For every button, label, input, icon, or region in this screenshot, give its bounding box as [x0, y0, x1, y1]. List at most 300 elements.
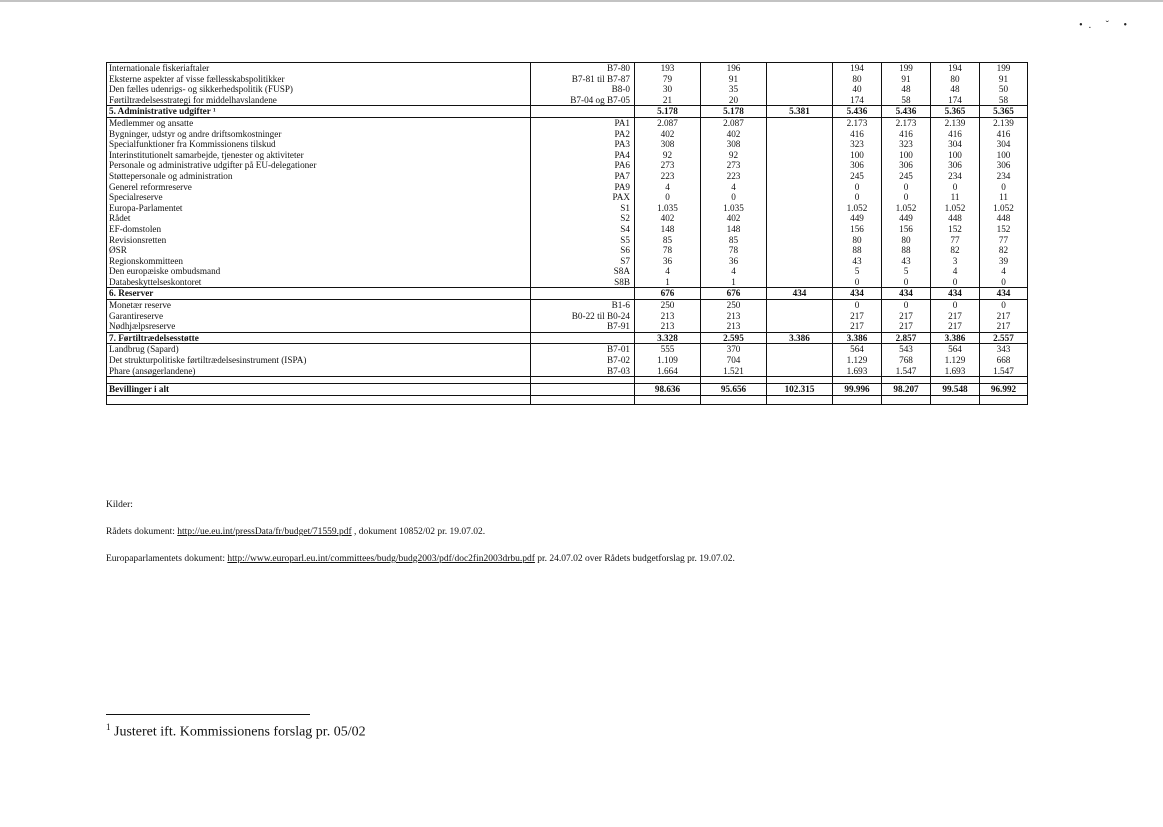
amount-cell: 1.693	[833, 366, 882, 377]
amount-cell	[767, 129, 833, 140]
budget-line-code: B7-91	[531, 321, 635, 332]
scan-marks: •. ˇ •	[1079, 20, 1133, 31]
amount-cell	[767, 256, 833, 267]
amount-cell: 5.365	[980, 106, 1028, 118]
row-label: Interinstitutionelt samarbejde, tjenester og aktiviteter	[107, 150, 531, 161]
amount-cell	[767, 311, 833, 322]
table-row	[107, 311, 1028, 322]
amount-cell: 564	[833, 344, 882, 355]
amount-cell: 100	[833, 150, 882, 161]
empty-cell	[980, 377, 1028, 384]
amount-cell: 306	[980, 160, 1028, 171]
amount-cell: 92	[635, 150, 701, 161]
amount-cell: 0	[931, 277, 980, 288]
amount-cell: 78	[635, 245, 701, 256]
amount-cell: 308	[701, 139, 767, 150]
amount-cell: 91	[882, 74, 931, 85]
amount-cell: 1.129	[833, 355, 882, 366]
amount-cell: 80	[882, 235, 931, 246]
budget-line-code	[531, 288, 635, 300]
amount-cell: 273	[635, 160, 701, 171]
amount-cell: 306	[882, 160, 931, 171]
amount-cell: 1.664	[635, 366, 701, 377]
amount-cell: 555	[635, 344, 701, 355]
amount-cell: 0	[833, 192, 882, 203]
amount-cell: 343	[980, 344, 1028, 355]
amount-cell: 4	[701, 182, 767, 193]
spacer-row	[107, 377, 1028, 384]
amount-cell: 78	[701, 245, 767, 256]
amount-cell: 668	[980, 355, 1028, 366]
empty-cell	[701, 377, 767, 384]
row-label: Europa-Parlamentet	[107, 203, 531, 214]
budget-line-code: S1	[531, 203, 635, 214]
table-row	[107, 129, 1028, 140]
amount-cell: 543	[882, 344, 931, 355]
amount-cell: 193	[635, 63, 701, 74]
amount-cell: 88	[882, 245, 931, 256]
amount-cell: 1.547	[882, 366, 931, 377]
empty-cell	[701, 396, 767, 405]
amount-cell: 250	[635, 300, 701, 311]
budget-line-code: PA1	[531, 117, 635, 128]
amount-cell: 5.365	[931, 106, 980, 118]
amount-cell: 196	[701, 63, 767, 74]
budget-line-code: B7-81 til B7-87	[531, 74, 635, 85]
amount-cell: 1.547	[980, 366, 1028, 377]
budget-line-code: B0-22 til B0-24	[531, 311, 635, 322]
amount-cell: 250	[701, 300, 767, 311]
table-row	[107, 117, 1028, 128]
amount-cell: 370	[701, 344, 767, 355]
table-row	[107, 266, 1028, 277]
budget-line-code: PA3	[531, 139, 635, 150]
amount-cell: 194	[833, 63, 882, 74]
budget-line-code: PA7	[531, 171, 635, 182]
amount-cell: 5.178	[701, 106, 767, 118]
amount-cell	[767, 235, 833, 246]
amount-cell: 768	[882, 355, 931, 366]
empty-cell	[882, 396, 931, 405]
amount-cell	[767, 150, 833, 161]
amount-cell: 156	[882, 224, 931, 235]
amount-cell: 0	[635, 192, 701, 203]
amount-cell	[767, 355, 833, 366]
amount-cell: 35	[701, 84, 767, 95]
amount-cell: 0	[701, 192, 767, 203]
amount-cell: 306	[833, 160, 882, 171]
row-label: Det strukturpolitiske førtiltrædelsesinstrument (ISPA)	[107, 355, 531, 366]
table-row	[107, 95, 1028, 106]
row-label: Monetær reserve	[107, 300, 531, 311]
amount-cell: 50	[980, 84, 1028, 95]
amount-cell: 223	[701, 171, 767, 182]
amount-cell	[767, 266, 833, 277]
parliament-source	[106, 554, 735, 564]
amount-cell: 3.328	[635, 332, 701, 344]
table-row	[107, 213, 1028, 224]
amount-cell: 223	[635, 171, 701, 182]
amount-cell: 434	[882, 288, 931, 300]
row-label: EF-domstolen	[107, 224, 531, 235]
amount-cell	[767, 300, 833, 311]
amount-cell: 21	[635, 95, 701, 106]
table-row	[107, 355, 1028, 366]
amount-cell: 448	[931, 213, 980, 224]
row-label: Medlemmer og ansatte	[107, 117, 531, 128]
amount-cell: 402	[701, 213, 767, 224]
empty-cell	[980, 396, 1028, 405]
row-label: Specialreserve	[107, 192, 531, 203]
amount-cell	[767, 182, 833, 193]
amount-cell: 58	[882, 95, 931, 106]
budget-line-code: B7-80	[531, 63, 635, 74]
row-label: Regionskommitteen	[107, 256, 531, 267]
amount-cell: 304	[931, 139, 980, 150]
amount-cell: 58	[980, 95, 1028, 106]
amount-cell: 20	[701, 95, 767, 106]
amount-cell: 80	[833, 235, 882, 246]
amount-cell: 2.139	[931, 117, 980, 128]
amount-cell: 99.548	[931, 384, 980, 396]
row-label: Internationale fiskeriaftaler	[107, 63, 531, 74]
amount-cell	[767, 277, 833, 288]
row-label: Førtiltrædelsesstrategi for middelhavslandene	[107, 95, 531, 106]
amount-cell: 1.129	[931, 355, 980, 366]
amount-cell: 77	[980, 235, 1028, 246]
row-label: Revisionsretten	[107, 235, 531, 246]
amount-cell: 306	[931, 160, 980, 171]
amount-cell: 273	[701, 160, 767, 171]
amount-cell: 1.052	[980, 203, 1028, 214]
table-row	[107, 160, 1028, 171]
amount-cell: 676	[635, 288, 701, 300]
amount-cell: 308	[635, 139, 701, 150]
amount-cell: 0	[931, 182, 980, 193]
amount-cell: 48	[882, 84, 931, 95]
amount-cell: 100	[980, 150, 1028, 161]
amount-cell: 3.386	[767, 332, 833, 344]
amount-cell: 5.178	[635, 106, 701, 118]
amount-cell: 434	[833, 288, 882, 300]
amount-cell: 95.656	[701, 384, 767, 396]
row-label: Databeskyttelseskontoret	[107, 277, 531, 288]
amount-cell: 0	[882, 182, 931, 193]
amount-cell: 1.052	[931, 203, 980, 214]
table-row	[107, 245, 1028, 256]
row-label: Rådet	[107, 213, 531, 224]
amount-cell: 2.857	[882, 332, 931, 344]
amount-cell: 43	[882, 256, 931, 267]
amount-cell: 676	[701, 288, 767, 300]
amount-cell: 88	[833, 245, 882, 256]
amount-cell: 4	[931, 266, 980, 277]
table-row	[107, 84, 1028, 95]
amount-cell: 217	[980, 321, 1028, 332]
amount-cell: 304	[980, 139, 1028, 150]
row-label: Generel reformreserve	[107, 182, 531, 193]
footnote-marker: 1	[106, 722, 111, 732]
amount-cell: 2.595	[701, 332, 767, 344]
empty-cell	[635, 377, 701, 384]
amount-cell: 434	[767, 288, 833, 300]
amount-cell: 91	[701, 74, 767, 85]
amount-cell: 39	[980, 256, 1028, 267]
amount-cell: 213	[701, 321, 767, 332]
total-row	[107, 384, 1028, 396]
amount-cell: 0	[833, 182, 882, 193]
amount-cell: 85	[635, 235, 701, 246]
amount-cell: 5	[833, 266, 882, 277]
amount-cell: 1.052	[882, 203, 931, 214]
row-label: Nødhjælpsreserve	[107, 321, 531, 332]
amount-cell: 0	[980, 277, 1028, 288]
amount-cell: 449	[882, 213, 931, 224]
amount-cell: 30	[635, 84, 701, 95]
council-source-suffix: , dokument 10852/02 pr. 19.07.02.	[351, 527, 486, 537]
amount-cell: 174	[833, 95, 882, 106]
council-source-prefix: Rådets dokument:	[106, 527, 178, 537]
empty-cell	[833, 377, 882, 384]
amount-cell: 85	[701, 235, 767, 246]
amount-cell: 100	[931, 150, 980, 161]
parliament-source-prefix: Europaparlamentets dokument:	[106, 554, 228, 564]
amount-cell: 217	[882, 321, 931, 332]
council-source	[106, 527, 735, 537]
amount-cell	[767, 117, 833, 128]
footnote	[106, 722, 366, 741]
amount-cell: 402	[701, 129, 767, 140]
amount-cell: 0	[931, 300, 980, 311]
amount-cell: 416	[980, 129, 1028, 140]
amount-cell: 2.139	[980, 117, 1028, 128]
row-label: Phare (ansøgerlandene)	[107, 366, 531, 377]
amount-cell: 234	[931, 171, 980, 182]
amount-cell: 0	[980, 300, 1028, 311]
section-row	[107, 106, 1028, 118]
budget-line-code: S7	[531, 256, 635, 267]
amount-cell	[767, 63, 833, 74]
amount-cell	[767, 84, 833, 95]
table-row	[107, 300, 1028, 311]
amount-cell: 1.693	[931, 366, 980, 377]
amount-cell: 48	[931, 84, 980, 95]
budget-line-code: PA9	[531, 182, 635, 193]
empty-cell	[882, 377, 931, 384]
amount-cell: 402	[635, 129, 701, 140]
amount-cell: 80	[833, 74, 882, 85]
amount-cell	[767, 344, 833, 355]
amount-cell: 5	[882, 266, 931, 277]
row-label: 6. Reserver	[107, 288, 531, 300]
amount-cell: 1.035	[635, 203, 701, 214]
row-label: Den fælles udenrigs- og sikkerhedspolitik (FUSP)	[107, 84, 531, 95]
table-row	[107, 321, 1028, 332]
amount-cell: 4	[635, 182, 701, 193]
row-label: Landbrug (Sapard)	[107, 344, 531, 355]
amount-cell: 3	[931, 256, 980, 267]
table-row	[107, 182, 1028, 193]
row-label: 5. Administrative udgifter ¹	[107, 106, 531, 118]
budget-line-code	[531, 106, 635, 118]
amount-cell: 323	[833, 139, 882, 150]
budget-line-code: S6	[531, 245, 635, 256]
amount-cell: 148	[701, 224, 767, 235]
amount-cell: 323	[882, 139, 931, 150]
budget-line-code: B7-04 og B7-05	[531, 95, 635, 106]
amount-cell	[767, 245, 833, 256]
amount-cell: 2.087	[635, 117, 701, 128]
table-row	[107, 74, 1028, 85]
amount-cell: 2.173	[882, 117, 931, 128]
amount-cell: 43	[833, 256, 882, 267]
empty-cell	[635, 396, 701, 405]
amount-cell: 0	[882, 300, 931, 311]
amount-cell	[767, 366, 833, 377]
amount-cell: 80	[931, 74, 980, 85]
amount-cell: 2.087	[701, 117, 767, 128]
scan-top-edge	[0, 0, 1163, 2]
amount-cell: 199	[980, 63, 1028, 74]
amount-cell: 217	[833, 311, 882, 322]
amount-cell: 416	[931, 129, 980, 140]
row-label: Specialfunktioner fra Kommissionens tilskud	[107, 139, 531, 150]
empty-cell	[931, 377, 980, 384]
amount-cell: 4	[980, 266, 1028, 277]
amount-cell: 152	[931, 224, 980, 235]
amount-cell: 36	[701, 256, 767, 267]
amount-cell: 0	[833, 277, 882, 288]
amount-cell	[767, 192, 833, 203]
amount-cell: 102.315	[767, 384, 833, 396]
budget-table-body	[107, 63, 1028, 405]
amount-cell	[767, 203, 833, 214]
amount-cell: 199	[882, 63, 931, 74]
amount-cell: 11	[931, 192, 980, 203]
amount-cell: 98.207	[882, 384, 931, 396]
amount-cell: 213	[635, 321, 701, 332]
amount-cell	[767, 171, 833, 182]
spacer-row	[107, 396, 1028, 405]
amount-cell: 194	[931, 63, 980, 74]
footnote-text: Justeret ift. Kommissionens forslag pr. 05/02	[114, 724, 366, 740]
budget-line-code: B7-03	[531, 366, 635, 377]
amount-cell: 217	[882, 311, 931, 322]
amount-cell: 148	[635, 224, 701, 235]
amount-cell: 245	[882, 171, 931, 182]
amount-cell: 152	[980, 224, 1028, 235]
amount-cell: 416	[882, 129, 931, 140]
section-row	[107, 332, 1028, 344]
budget-line-code: B1-6	[531, 300, 635, 311]
budget-line-code: B7-02	[531, 355, 635, 366]
amount-cell: 40	[833, 84, 882, 95]
parliament-source-suffix: pr. 24.07.02 over Rådets budgetforslag pr. 19.07.02.	[534, 554, 735, 564]
amount-cell: 92	[701, 150, 767, 161]
budget-line-code: B7-01	[531, 344, 635, 355]
amount-cell: 82	[980, 245, 1028, 256]
budget-line-code: S8A	[531, 266, 635, 277]
empty-cell	[767, 377, 833, 384]
amount-cell	[767, 224, 833, 235]
budget-line-code	[531, 332, 635, 344]
section-row	[107, 288, 1028, 300]
amount-cell: 1	[635, 277, 701, 288]
amount-cell: 213	[701, 311, 767, 322]
row-label: Personale og administrative udgifter på EU-delegationer	[107, 160, 531, 171]
parliament-source-link[interactable]: http://www.europarl.eu.int/committees/budg/budg2003/pdf/doc2fin2003drbu.pdf	[227, 554, 535, 564]
row-label: Eksterne aspekter af visse fællesskabspolitikker	[107, 74, 531, 85]
footnote-rule	[106, 714, 310, 715]
row-label: 7. Førtiltrædelsesstøtte	[107, 332, 531, 344]
amount-cell	[767, 139, 833, 150]
amount-cell: 2.557	[980, 332, 1028, 344]
empty-cell	[833, 396, 882, 405]
budget-line-code: PAX	[531, 192, 635, 203]
amount-cell	[767, 160, 833, 171]
empty-cell	[931, 396, 980, 405]
amount-cell: 1.109	[635, 355, 701, 366]
sources-heading: Kilder:	[106, 500, 133, 510]
empty-cell	[767, 396, 833, 405]
budget-line-code: B8-0	[531, 84, 635, 95]
table-row	[107, 150, 1028, 161]
table-row	[107, 224, 1028, 235]
amount-cell: 91	[980, 74, 1028, 85]
table-row	[107, 203, 1028, 214]
amount-cell: 79	[635, 74, 701, 85]
amount-cell: 4	[635, 266, 701, 277]
table-row	[107, 235, 1028, 246]
table-row	[107, 366, 1028, 377]
amount-cell: 0	[882, 277, 931, 288]
budget-line-code: S4	[531, 224, 635, 235]
amount-cell: 217	[931, 321, 980, 332]
amount-cell: 174	[931, 95, 980, 106]
budget-line-code: S2	[531, 213, 635, 224]
table-row	[107, 344, 1028, 355]
amount-cell: 96.992	[980, 384, 1028, 396]
amount-cell: 11	[980, 192, 1028, 203]
budget-line-code: S8B	[531, 277, 635, 288]
amount-cell: 704	[701, 355, 767, 366]
amount-cell: 1.035	[701, 203, 767, 214]
amount-cell: 0	[980, 182, 1028, 193]
amount-cell: 245	[833, 171, 882, 182]
budget-line-code: PA6	[531, 160, 635, 171]
budget-line-code: S5	[531, 235, 635, 246]
amount-cell: 99.996	[833, 384, 882, 396]
amount-cell: 217	[931, 311, 980, 322]
table-row	[107, 277, 1028, 288]
empty-cell	[107, 396, 531, 405]
amount-cell: 564	[931, 344, 980, 355]
row-label: Bygninger, udstyr og andre driftsomkostninger	[107, 129, 531, 140]
budget-line-code: PA4	[531, 150, 635, 161]
row-label: Støttepersonale og administration	[107, 171, 531, 182]
amount-cell: 98.636	[635, 384, 701, 396]
council-source-link[interactable]: http://ue.eu.int/pressData/fr/budget/71559.pdf	[177, 527, 352, 537]
empty-cell	[107, 377, 531, 384]
amount-cell: 448	[980, 213, 1028, 224]
amount-cell: 36	[635, 256, 701, 267]
amount-cell: 77	[931, 235, 980, 246]
amount-cell: 3.386	[833, 332, 882, 344]
amount-cell: 234	[980, 171, 1028, 182]
amount-cell: 1	[701, 277, 767, 288]
amount-cell	[767, 74, 833, 85]
amount-cell: 100	[882, 150, 931, 161]
